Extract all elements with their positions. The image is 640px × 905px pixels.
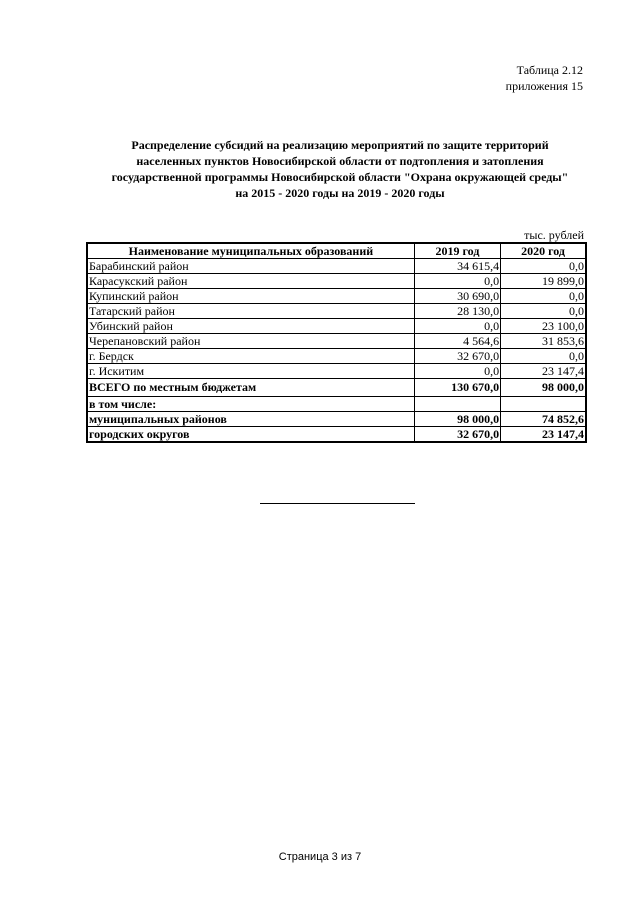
value-2020: 23 147,4 [501,364,586,379]
column-header-2019: 2019 год [414,243,500,259]
value-2019: 0,0 [414,274,500,289]
column-header-2020: 2020 год [501,243,586,259]
including-label: в том числе: [87,397,414,412]
value-2019: 32 670,0 [414,349,500,364]
page-number: Страница 3 из 7 [278,851,362,863]
value-2020: 0,0 [501,259,586,274]
subtotal-2020: 23 147,4 [501,427,586,443]
document-title [80,137,600,201]
table-row [87,259,586,274]
table-row [87,274,586,289]
value-2019: 0,0 [414,364,500,379]
value-2020: 19 899,0 [501,274,586,289]
municipality-name: г. Бердск [87,349,414,364]
subsidy-table [86,242,587,443]
table-row [87,289,586,304]
value-2019: 34 615,4 [414,259,500,274]
table-row [87,319,586,334]
table-reference [506,62,583,94]
value-2020: 31 853,6 [501,334,586,349]
value-2020: 0,0 [501,349,586,364]
municipality-name: г. Искитим [87,364,414,379]
subtotal-label: муниципальных районов [87,412,414,427]
total-2019: 130 670,0 [414,379,500,397]
table-row [87,334,586,349]
value-2020: 0,0 [501,304,586,319]
table-header-row [87,243,586,259]
subtotal-label: городских округов [87,427,414,443]
municipality-name: Купинский район [87,289,414,304]
municipality-name: Убинский район [87,319,414,334]
value-2019: 4 564,6 [414,334,500,349]
table-number: Таблица 2.12 [516,63,583,77]
subtotal-2019: 32 670,0 [414,427,500,443]
title-line: Распределение субсидий на реализацию мероприятий по защите территорий [131,138,549,152]
municipality-name: Карасукский район [87,274,414,289]
separator-line [260,503,415,504]
subtotal-2020: 74 852,6 [501,412,586,427]
empty-cell [501,397,586,412]
title-line: государственной программы Новосибирской области "Охрана окружающей среды" [111,170,569,184]
title-line: населенных пунктов Новосибирской области от подтопления и затопления [136,154,544,168]
column-header-name: Наименование муниципальных образований [87,243,414,259]
subtotal-row [87,427,586,443]
appendix-number: приложения 15 [505,79,583,93]
empty-cell [414,397,500,412]
municipality-name: Барабинский район [87,259,414,274]
subtotal-row [87,412,586,427]
municipality-name: Черепановский район [87,334,414,349]
value-2019: 28 130,0 [414,304,500,319]
total-2020: 98 000,0 [501,379,586,397]
table-row [87,364,586,379]
subtotal-2019: 98 000,0 [414,412,500,427]
including-row [87,397,586,412]
value-2019: 0,0 [414,319,500,334]
value-2020: 23 100,0 [501,319,586,334]
municipality-name: Татарский район [87,304,414,319]
total-row [87,379,586,397]
value-2020: 0,0 [501,289,586,304]
value-2019: 30 690,0 [414,289,500,304]
table-row [87,349,586,364]
title-line: на 2015 - 2020 годы на 2019 - 2020 годы [235,186,445,200]
table-row [87,304,586,319]
units-label: тыс. рублей [524,228,584,242]
total-label: ВСЕГО по местным бюджетам [87,379,414,397]
